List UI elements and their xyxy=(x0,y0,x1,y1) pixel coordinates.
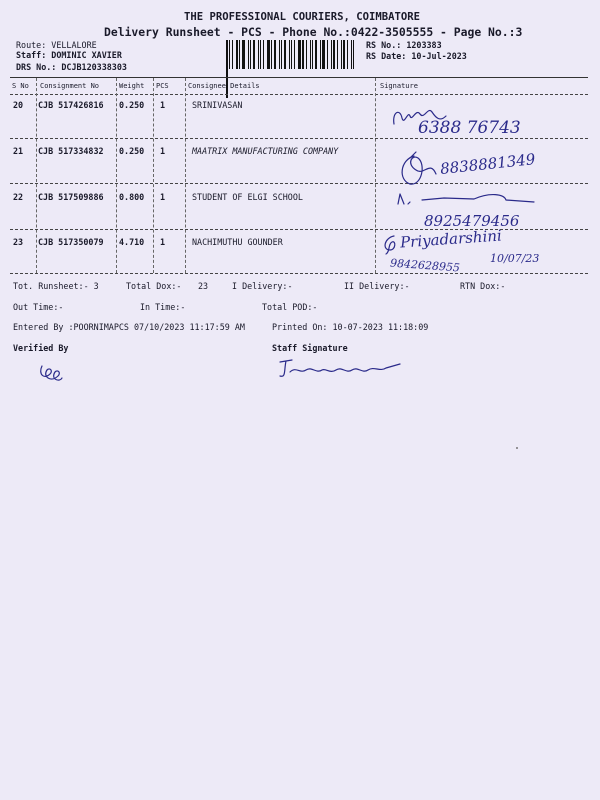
ii-delivery-label: II Delivery:- xyxy=(344,281,410,291)
table-top-rule xyxy=(10,77,588,78)
barcode-bar xyxy=(315,40,317,69)
barcode-bar xyxy=(258,40,259,69)
signature-row21 xyxy=(396,150,446,190)
barcode-bar xyxy=(263,40,264,69)
col-weight: Weight xyxy=(119,82,145,90)
barcode-bar xyxy=(250,40,251,69)
col-divider xyxy=(185,78,186,273)
handwritten-phone-row21: 8838881349 xyxy=(439,150,537,178)
barcode-bar xyxy=(242,40,245,69)
barcode-bar xyxy=(353,40,354,69)
row-divider xyxy=(10,138,588,139)
rs-date-label: RS Date: 10-Jul-2023 xyxy=(366,51,467,61)
barcode-bar xyxy=(289,40,290,69)
staff-label: Staff: DOMINIC XAVIER xyxy=(16,50,122,60)
barcode-bar xyxy=(274,40,276,69)
rtn-dox-label: RTN Dox:- xyxy=(460,281,506,291)
row-sno: 23 xyxy=(13,237,24,247)
row-consignee: MAATRIX MANUFACTURING COMPANY xyxy=(192,146,339,156)
staff-signature-label: Staff Signature xyxy=(272,343,348,353)
barcode-bar xyxy=(298,40,301,69)
out-time-label: Out Time:- xyxy=(13,302,64,312)
row-sno: 21 xyxy=(13,146,24,156)
barcode xyxy=(226,40,358,69)
barcode-bar xyxy=(281,40,282,69)
verified-signature xyxy=(36,362,66,384)
barcode-bar xyxy=(253,40,255,69)
barcode-bar xyxy=(267,40,270,69)
in-time-label: In Time:- xyxy=(140,302,186,312)
table-header-rule xyxy=(10,94,588,95)
tot-runsheet: Tot. Runsheet:- 3 xyxy=(13,281,99,291)
runsheet-title: Delivery Runsheet - PCS - Phone No.:0422-3505555 - Page No.:3 xyxy=(104,25,523,39)
handwritten-name-row23: Priyadarshini xyxy=(399,226,503,252)
row-consignee: STUDENT OF ELGI SCHOOL xyxy=(192,192,303,202)
row-consignment: CJB 517426816 xyxy=(38,100,104,110)
row-consignee: SRINIVASAN xyxy=(192,100,243,110)
barcode-bar xyxy=(341,40,342,69)
barcode-bar xyxy=(291,40,292,69)
barcode-bar xyxy=(260,40,261,69)
col-divider xyxy=(375,78,376,273)
total-dox-label: Total Dox:- xyxy=(126,281,182,291)
col-pcs: PCS xyxy=(156,82,169,90)
signature-row22 xyxy=(394,190,544,210)
barcode-bar xyxy=(310,40,311,69)
handwritten-phone-row22: 8925479456 xyxy=(424,212,520,230)
row-consignment: CJB 517350079 xyxy=(38,237,104,247)
handwritten-phone-row23: 9842628955 xyxy=(389,256,461,275)
i-delivery-label: I Delivery:- xyxy=(232,281,293,291)
barcode-bar xyxy=(312,40,313,69)
barcode-bar xyxy=(302,40,304,69)
total-dox-value: 23 xyxy=(198,281,209,291)
signature-row23-initial xyxy=(378,232,402,256)
row-consignment: CJB 517509886 xyxy=(38,192,104,202)
row-weight: 0.800 xyxy=(119,192,145,202)
row-divider xyxy=(10,183,588,184)
total-pod-label: Total POD:- xyxy=(262,302,318,312)
staff-signature xyxy=(276,356,406,382)
barcode-bar xyxy=(284,40,286,69)
row-weight: 0.250 xyxy=(119,146,145,156)
row-pcs: 1 xyxy=(160,146,166,156)
rs-no-label: RS No.: 1203383 xyxy=(366,40,442,50)
row-weight: 0.250 xyxy=(119,100,145,110)
row-weight: 4.710 xyxy=(119,237,145,247)
col-divider xyxy=(153,78,154,273)
barcode-bar xyxy=(271,40,272,69)
handwritten-date-row23: 10/07/23 xyxy=(490,252,540,265)
barcode-bar xyxy=(337,40,338,69)
entered-by: Entered By :POORNIMAPCS 07/10/2023 11:17:59 AM xyxy=(13,322,245,332)
barcode-bar xyxy=(320,40,321,69)
barcode-bar xyxy=(322,40,325,69)
barcode-bar xyxy=(248,40,249,69)
row-sno: 20 xyxy=(13,100,24,110)
route-label: Route: VELLALORE xyxy=(16,40,97,50)
row-pcs: 1 xyxy=(160,192,166,202)
col-divider xyxy=(116,78,117,273)
row-pcs: 1 xyxy=(160,100,166,110)
barcode-bar xyxy=(229,40,230,69)
company-name: THE PROFESSIONAL COURIERS, COIMBATORE xyxy=(184,11,420,23)
col-consignment: Consignment No xyxy=(40,82,100,90)
col-sno: S No xyxy=(12,82,29,90)
barcode-bar xyxy=(226,40,228,69)
handwritten-phone-row20: 6388 76743 xyxy=(418,118,521,138)
col-signature: Signature xyxy=(380,82,418,90)
barcode-bar xyxy=(236,40,238,69)
barcode-bar xyxy=(333,40,335,69)
row-consignee: NACHIMUTHU GOUNDER xyxy=(192,237,283,247)
barcode-bar xyxy=(331,40,332,69)
drs-no-label: DRS No.: DCJB120338303 xyxy=(16,62,127,72)
row-pcs: 1 xyxy=(160,237,166,247)
barcode-bar xyxy=(239,40,240,69)
barcode-bar xyxy=(351,40,352,69)
barcode-bar xyxy=(232,40,233,69)
col-consignee: Consignee Details xyxy=(188,82,260,90)
scan-speck xyxy=(516,447,518,449)
verified-by-label: Verified By xyxy=(13,343,69,353)
barcode-bar xyxy=(343,40,345,69)
row-consignment: CJB 517334832 xyxy=(38,146,104,156)
barcode-bar xyxy=(347,40,348,69)
printed-on: Printed On: 10-07-2023 11:18:09 xyxy=(272,322,429,332)
table-bottom-rule xyxy=(10,273,588,274)
barcode-bar xyxy=(327,40,328,69)
barcode-bar xyxy=(306,40,307,69)
barcode-bar xyxy=(294,40,295,69)
barcode-bar xyxy=(279,40,280,69)
row-sno: 22 xyxy=(13,192,24,202)
col-divider xyxy=(36,78,37,273)
